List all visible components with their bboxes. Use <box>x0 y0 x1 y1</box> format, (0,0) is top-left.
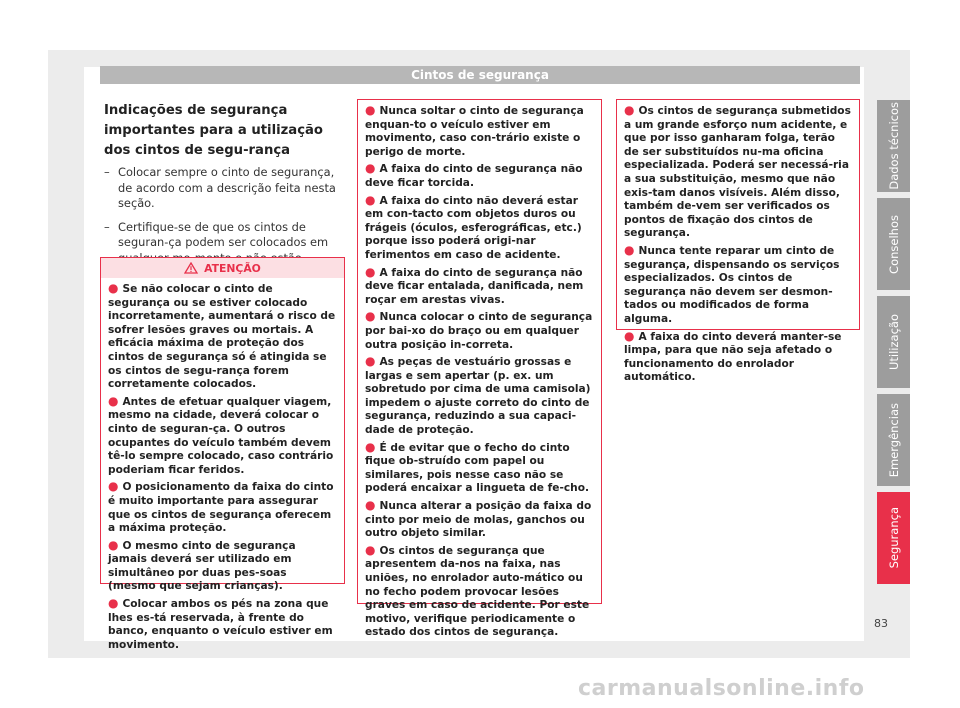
warning-text: Os cintos de segurança que apresentem da-nos na faixa, nas uniões, no enrolador auto-mático ou no fecho podem provocar lesões graves em caso de acidente. Por este motivo, verifique periodicamente o estado dos cintos de segurança. <box>365 544 590 639</box>
bullet-icon: ● <box>365 264 376 279</box>
warning-item <box>108 282 336 392</box>
warning-body <box>358 100 601 640</box>
warning-item <box>108 395 336 478</box>
warning-item <box>365 355 593 438</box>
warning-item <box>365 310 593 352</box>
page-header: Cintos de segurança <box>100 66 860 84</box>
warning-text: Nunca tente reparar um cinto de segurança, dispensando os serviços especializados. Os cintos de segurança não devem ser desmon-tados ou modificados de forma alguma. <box>624 244 840 325</box>
bullet-icon: ● <box>365 354 376 369</box>
warning-text: Nunca soltar o cinto de segurança enquan-to o veículo estiver em movimento, caso con-trário existe o perigo de morte. <box>365 105 584 158</box>
warning-text: Antes de efetuar qualquer viagem, mesmo na cidade, deverá colocar o cinto de seguran-ça. O outros ocupantes do veículo também devem tê-lo sempre colocado, caso contrário poderiam ficar feridos. <box>108 395 334 476</box>
tab-label: Segurança <box>886 507 901 569</box>
tab-seguranca[interactable] <box>877 492 910 584</box>
warning-box-3 <box>616 99 860 384</box>
warning-item <box>624 244 851 327</box>
bullet-icon: ● <box>365 192 376 207</box>
tab-utilizacao[interactable] <box>877 296 910 388</box>
list-item-text: Colocar sempre o cinto de segurança, de acordo com a descrição feita nesta seção. <box>118 165 336 211</box>
warning-text: Colocar ambos os pés na zona que lhes es-tá reservada, à frente do banco, enquanto o veículo estiver em movimento. <box>108 598 333 651</box>
tab-conselhos[interactable] <box>877 198 910 290</box>
warning-item <box>365 162 593 190</box>
warning-text: O mesmo cinto de segurança jamais deverá ser utilizado em simultâneo por duas pes-soas (mesmo que sejam crianças). <box>108 539 296 593</box>
list-item-text: Certifique-se de que os cintos de seguran-ça podem ser colocados em <box>118 219 329 250</box>
warning-box-1 <box>100 257 345 651</box>
section-title: Indicações de segurança importantes para a utilização dos cintos de segu-rança <box>104 103 323 158</box>
warning-title: ATENÇÃO <box>204 261 261 275</box>
warning-text: É de evitar que o fecho do cinto fique ob-struído com papel ou similares, pois nesse caso não se poderá encaixar a lingueta de fe-cho. <box>365 441 589 495</box>
warning-text: As peças de vestuário grossas e largas e sem apertar (p. ex. um sobretudo por cima de uma camisola) impedem o ajuste correto do cinto de segurança, reduzindo a sua capaci-dade de proteção. <box>365 356 591 437</box>
warning-item <box>365 441 593 496</box>
bullet-icon: ● <box>108 537 119 552</box>
tab-label: Conselhos <box>886 214 901 274</box>
dash-marker: – <box>104 219 110 234</box>
warning-text: A faixa do cinto de segurança não deve ficar entalada, danificada, nem roçar em arestas vivas. <box>365 266 584 306</box>
warning-item <box>365 266 593 308</box>
tab-dados-tecnicos[interactable] <box>877 100 910 192</box>
bullet-icon: ● <box>108 479 119 494</box>
tab-label: Dados técnicos <box>886 102 901 190</box>
bullet-icon: ● <box>365 103 376 117</box>
dash-marker: – <box>104 165 110 179</box>
warning-text: A faixa do cinto de segurança não deve ficar torcida. <box>365 163 583 189</box>
warning-item <box>365 194 593 263</box>
bullet-icon: ● <box>365 161 376 176</box>
bullet-icon: ● <box>624 328 635 343</box>
warning-item <box>108 597 336 652</box>
warning-text: Nunca alterar a posição da faixa do cinto por meio de molas, ganchos ou outro objeto similar. <box>365 500 592 540</box>
list-item <box>104 165 342 212</box>
warning-text: Os cintos de segurança submetidos a um grande esforço num acidente, e que por isso ganharam folga, terão de ser substituídos nu-ma oficina especializada. Poderá ser necessá-ria a sua substituição, mesmo que não exis-tam danos visíveis. Além disso, também de-vem ser verificados os pontos de fixação dos cintos de segurança. <box>624 105 851 240</box>
warning-item <box>365 544 593 640</box>
warning-text: Se não colocar o cinto de segurança ou se estiver colocado incorretamente, aumentará o risco de sofrer lesões graves ou mortais. A eficácia máxima de proteção dos cintos de segurança só é atingida se os cintos de segu-rança forem corretamente colocados. <box>108 283 336 391</box>
bullet-icon: ● <box>365 542 376 557</box>
bullet-icon: ● <box>108 393 119 408</box>
tab-label: Emergências <box>886 402 901 478</box>
warning-body <box>101 278 344 652</box>
bullet-icon: ● <box>624 103 635 117</box>
tab-emergencias[interactable] <box>877 394 910 486</box>
warning-body <box>617 100 859 385</box>
warning-text: O posicionamento da faixa do cinto é muito importante para assegurar que os cintos de segurança oferecem a máxima proteção. <box>108 481 334 535</box>
warning-header <box>101 258 344 278</box>
bullet-icon: ● <box>365 309 376 324</box>
bullet-icon: ● <box>624 242 635 257</box>
bullet-icon: ● <box>365 498 376 513</box>
warning-text: Nunca colocar o cinto de segurança por bai-xo do braço ou em qualquer outra posição in-correta. <box>365 311 593 351</box>
warning-item <box>365 499 593 541</box>
warning-item <box>108 480 336 535</box>
page-number: 83 <box>874 617 888 630</box>
watermark: carmanualsonline.info <box>578 676 865 701</box>
warning-triangle-icon <box>184 262 198 274</box>
bullet-icon: ● <box>365 439 376 454</box>
tab-label: Utilização <box>886 313 901 370</box>
warning-item <box>365 104 593 159</box>
warning-box-2 <box>357 99 602 639</box>
warning-item <box>108 539 336 594</box>
warning-text: A faixa do cinto não deverá estar em con-tacto com objetos duros ou frágeis (óculos, esferográficas, etc.) porque isso poderá origi-nar ferimentos em caso de acidente. <box>365 194 582 261</box>
bullet-icon: ● <box>108 281 119 295</box>
bullet-icon: ● <box>108 596 119 611</box>
warning-item <box>624 330 851 385</box>
warning-item <box>624 104 851 241</box>
warning-text: A faixa do cinto deverá manter-se limpa, para que não seja afetado o funcionamento do enrolador automático. <box>624 330 842 384</box>
